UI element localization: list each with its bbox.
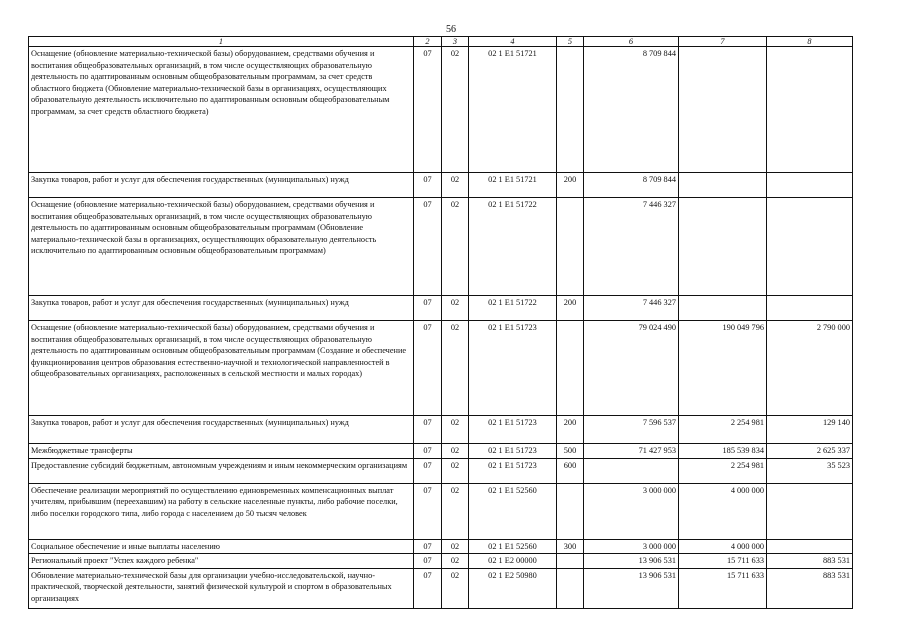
row-description: Межбюджетные трансферты [29, 444, 414, 459]
page-number: 56 [446, 24, 456, 35]
target-article-code: 02 1 E1 51722 [469, 198, 557, 296]
amount-col6: 8 709 844 [584, 173, 679, 198]
table-row [29, 173, 853, 198]
subsection-code: 02 [442, 483, 469, 539]
amount-col7 [679, 198, 767, 296]
amount-col8: 2 625 337 [767, 444, 853, 459]
amount-col7: 190 049 796 [679, 321, 767, 416]
target-article-code: 02 1 E1 51723 [469, 321, 557, 416]
expense-type-code: 200 [557, 173, 584, 198]
subsection-code: 02 [442, 296, 469, 321]
target-article-code: 02 1 E1 51721 [469, 47, 557, 173]
row-description: Региональный проект "Успех каждого ребенка" [29, 554, 414, 569]
amount-col6: 71 427 953 [584, 444, 679, 459]
amount-col8: 2 790 000 [767, 321, 853, 416]
table-header-row [29, 37, 853, 47]
target-article-code: 02 1 E1 52560 [469, 483, 557, 539]
table-row [29, 539, 853, 554]
header-cell: 3 [442, 37, 469, 47]
amount-col8 [767, 296, 853, 321]
row-description: Предоставление субсидий бюджетным, автономным учреждениям и иным некоммерческим организациям [29, 458, 414, 483]
target-article-code: 02 1 E1 51722 [469, 296, 557, 321]
row-description: Закупка товаров, работ и услуг для обеспечения государственных (муниципальных) нужд [29, 416, 414, 444]
amount-col8 [767, 483, 853, 539]
expense-type-code [557, 554, 584, 569]
row-description: Оснащение (обновление материально-технической базы) оборудованием, средствами обучения и воспитания общеобразовательных организаций, в том числе осуществляющих образовательную деятельность по адаптированным основным общеобразовательным программам (Обновление материально-технической базы в организациях, осуществляющих образовательную деятельность исключительно по адаптированным основным общеобразовательным программам) [29, 198, 414, 296]
row-description: Обеспечение реализации мероприятий по осуществлению единовременных компенсационных выплат учителям, прибывшим (переехавшим) на работу в сельские населенные пункты, либо рабочие поселки, либо поселки городского типа, либо города с населением до 50 тысяч человек [29, 483, 414, 539]
row-description: Оснащение (обновление материально-технической базы) оборудованием, средствами обучения и воспитания общеобразовательных организаций, в том числе осуществляющих образовательную деятельность по адаптированным основным общеобразовательным программам (Создание и обеспечение функционирования центров образования естественно-научной и технологической направленностей в общеобразовательных организациях, расположенных в сельской местности и малых городах) [29, 321, 414, 416]
table-row [29, 198, 853, 296]
section-code: 07 [414, 483, 442, 539]
amount-col6 [584, 458, 679, 483]
expense-type-code [557, 198, 584, 296]
section-code: 07 [414, 539, 442, 554]
subsection-code: 02 [442, 321, 469, 416]
section-code: 07 [414, 198, 442, 296]
table-row [29, 296, 853, 321]
subsection-code: 02 [442, 554, 469, 569]
target-article-code: 02 1 E1 51723 [469, 458, 557, 483]
table-row [29, 321, 853, 416]
subsection-code: 02 [442, 173, 469, 198]
expense-type-code: 300 [557, 539, 584, 554]
amount-col6: 7 446 327 [584, 198, 679, 296]
section-code: 07 [414, 554, 442, 569]
section-code: 07 [414, 568, 442, 608]
amount-col6: 3 000 000 [584, 539, 679, 554]
amount-col7: 2 254 981 [679, 458, 767, 483]
table-row [29, 444, 853, 459]
section-code: 07 [414, 296, 442, 321]
expense-type-code [557, 321, 584, 416]
expense-type-code [557, 47, 584, 173]
subsection-code: 02 [442, 47, 469, 173]
section-code: 07 [414, 47, 442, 173]
expense-type-code: 200 [557, 296, 584, 321]
header-cell: 1 [29, 37, 414, 47]
amount-col8 [767, 539, 853, 554]
table-row [29, 416, 853, 444]
table-row [29, 554, 853, 569]
subsection-code: 02 [442, 198, 469, 296]
section-code: 07 [414, 321, 442, 416]
subsection-code: 02 [442, 539, 469, 554]
amount-col6: 7 446 327 [584, 296, 679, 321]
target-article-code: 02 1 E2 50980 [469, 568, 557, 608]
amount-col7: 185 539 834 [679, 444, 767, 459]
amount-col6: 13 906 531 [584, 568, 679, 608]
subsection-code: 02 [442, 458, 469, 483]
target-article-code: 02 1 E2 00000 [469, 554, 557, 569]
amount-col7: 4 000 000 [679, 539, 767, 554]
amount-col8: 129 140 [767, 416, 853, 444]
target-article-code: 02 1 E1 51721 [469, 173, 557, 198]
amount-col6: 8 709 844 [584, 47, 679, 173]
section-code: 07 [414, 416, 442, 444]
row-description: Закупка товаров, работ и услуг для обеспечения государственных (муниципальных) нужд [29, 296, 414, 321]
amount-col7 [679, 173, 767, 198]
amount-col6: 79 024 490 [584, 321, 679, 416]
table-row [29, 47, 853, 173]
amount-col6: 7 596 537 [584, 416, 679, 444]
target-article-code: 02 1 E1 51723 [469, 444, 557, 459]
row-description: Закупка товаров, работ и услуг для обеспечения государственных (муниципальных) нужд [29, 173, 414, 198]
section-code: 07 [414, 444, 442, 459]
amount-col6: 13 906 531 [584, 554, 679, 569]
amount-col7: 2 254 981 [679, 416, 767, 444]
amount-col8 [767, 198, 853, 296]
target-article-code: 02 1 E1 51723 [469, 416, 557, 444]
amount-col8: 883 531 [767, 568, 853, 608]
expense-type-code [557, 568, 584, 608]
header-cell: 8 [767, 37, 853, 47]
header-cell: 2 [414, 37, 442, 47]
amount-col7 [679, 47, 767, 173]
header-cell: 5 [557, 37, 584, 47]
amount-col8 [767, 173, 853, 198]
row-description: Оснащение (обновление материально-технической базы) оборудованием, средствами обучения и воспитания общеобразовательных организаций, в том числе осуществляющих образовательную деятельность по адаптированным основным общеобразовательным программам, за счет средств областного бюджета (Обновление материально-технической базы в организациях, осуществляющих образовательную деятельность исключительно по адаптированным основным общеобразовательным программам, за счет средств областного бюджета) [29, 47, 414, 173]
amount-col7 [679, 296, 767, 321]
amount-col6: 3 000 000 [584, 483, 679, 539]
subsection-code: 02 [442, 568, 469, 608]
table-row [29, 483, 853, 539]
row-description: Социальное обеспечение и иные выплаты населению [29, 539, 414, 554]
header-cell: 7 [679, 37, 767, 47]
target-article-code: 02 1 E1 52560 [469, 539, 557, 554]
amount-col7: 15 711 633 [679, 554, 767, 569]
expense-type-code: 600 [557, 458, 584, 483]
section-code: 07 [414, 458, 442, 483]
table-row [29, 568, 853, 608]
amount-col7: 4 000 000 [679, 483, 767, 539]
expense-type-code: 200 [557, 416, 584, 444]
budget-table [28, 36, 853, 609]
subsection-code: 02 [442, 444, 469, 459]
row-description: Обновление материально-технической базы для организации учебно-исследовательской, научно-практической, творческой деятельности, занятий физической культурой и спортом в образовательных организациях [29, 568, 414, 608]
section-code: 07 [414, 173, 442, 198]
amount-col7: 15 711 633 [679, 568, 767, 608]
table-row [29, 458, 853, 483]
subsection-code: 02 [442, 416, 469, 444]
amount-col8 [767, 47, 853, 173]
amount-col8: 883 531 [767, 554, 853, 569]
header-cell: 4 [469, 37, 557, 47]
expense-type-code [557, 483, 584, 539]
expense-type-code: 500 [557, 444, 584, 459]
header-cell: 6 [584, 37, 679, 47]
amount-col8: 35 523 [767, 458, 853, 483]
